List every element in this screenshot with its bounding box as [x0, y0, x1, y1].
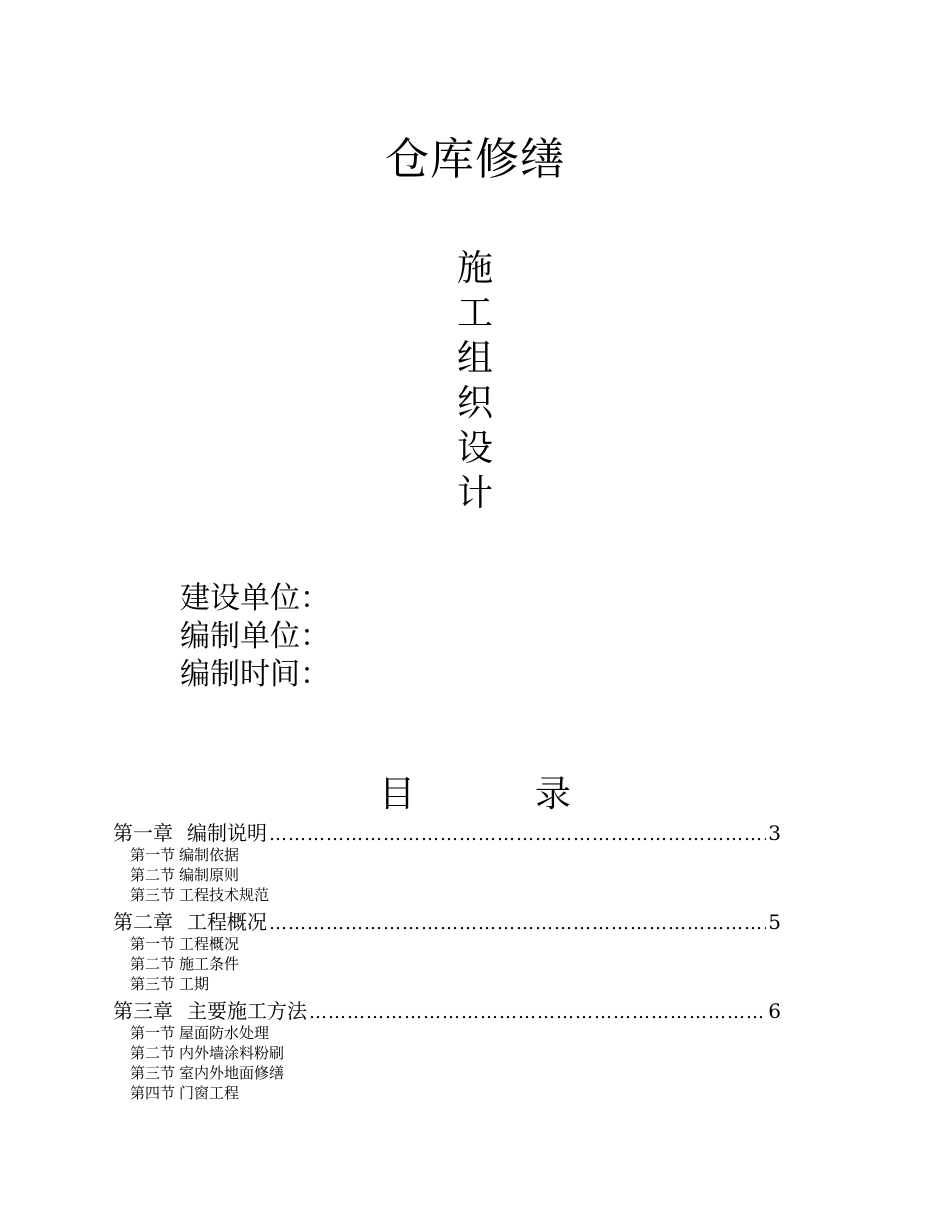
- toc-chapter-entry[interactable]: [113, 999, 781, 1023]
- subtitle-char: 组: [456, 338, 493, 379]
- section-title: 内外墙涂料粉刷: [179, 1044, 285, 1062]
- section-number: 第三节: [130, 1064, 176, 1082]
- document-title: 仓库修缮: [385, 134, 565, 185]
- toc-chapter-entry[interactable]: [113, 910, 781, 934]
- toc-chapter-1: [113, 821, 781, 905]
- chapter-page: 6: [768, 999, 781, 1023]
- toc-chapter-entry[interactable]: [113, 821, 781, 845]
- section-number: 第二节: [130, 866, 176, 884]
- chapter-title: 主要施工方法: [187, 999, 307, 1023]
- section-number: 第二节: [130, 1044, 176, 1062]
- subtitle-char: 设: [456, 428, 493, 469]
- leader-dots: [309, 1001, 766, 1025]
- section-title: 工期: [179, 975, 210, 993]
- section-title: 施工条件: [179, 955, 240, 973]
- toc-heading-left: 目: [378, 774, 415, 815]
- chapter-number: 第三章: [113, 999, 173, 1023]
- section-number: 第一节: [130, 935, 176, 953]
- section-number: 第一节: [130, 846, 176, 864]
- section-number: 第三节: [130, 886, 176, 904]
- section-title: 编制依据: [179, 846, 240, 864]
- toc-chapter-3: [113, 999, 781, 1103]
- chapter-number: 第二章: [113, 910, 173, 934]
- subtitle-char: 计: [456, 473, 493, 514]
- section-number: 第三节: [130, 975, 176, 993]
- section-title: 屋面防水处理: [179, 1024, 270, 1042]
- toc-section-entry[interactable]: [113, 934, 781, 954]
- toc-section-entry[interactable]: [113, 1063, 781, 1083]
- toc-heading: [0, 772, 950, 818]
- subtitle-char: 施: [456, 248, 493, 289]
- section-number: 第一节: [130, 1024, 176, 1042]
- section-title: 门窗工程: [179, 1084, 240, 1102]
- section-title: 编制原则: [179, 866, 240, 884]
- chapter-title: 工程概况: [187, 910, 267, 934]
- section-title: 工程技术规范: [179, 886, 270, 904]
- chapter-number: 第一章: [113, 821, 173, 845]
- toc-section-entry[interactable]: [113, 974, 781, 994]
- section-title: 工程概况: [179, 935, 240, 953]
- toc-section-entry[interactable]: [113, 1023, 781, 1043]
- section-number: 第四节: [130, 1084, 176, 1102]
- leader-dots: [269, 823, 766, 847]
- toc-section-entry[interactable]: [113, 954, 781, 974]
- chapter-page: 3: [768, 821, 781, 845]
- toc-section-entry[interactable]: [113, 1043, 781, 1063]
- subtitle-char: 工: [456, 293, 493, 334]
- toc-chapter-2: [113, 910, 781, 994]
- table-of-contents: [113, 821, 781, 1108]
- toc-section-entry[interactable]: [113, 845, 781, 865]
- toc-heading-right: 录: [535, 774, 572, 815]
- field-compiling-time: 编制时间：: [180, 657, 330, 692]
- vertical-subtitle: [0, 246, 950, 516]
- field-construction-unit: 建设单位：: [180, 581, 330, 616]
- section-number: 第二节: [130, 955, 176, 973]
- section-title: 室内外地面修缮: [179, 1064, 285, 1082]
- toc-section-entry[interactable]: [113, 865, 781, 885]
- chapter-page: 5: [768, 910, 781, 934]
- chapter-title: 编制说明: [187, 821, 267, 845]
- leader-dots: [269, 912, 766, 936]
- toc-section-entry[interactable]: [113, 885, 781, 905]
- subtitle-char: 织: [456, 383, 493, 424]
- field-compiling-unit: 编制单位：: [180, 619, 330, 654]
- cover-info-fields: [180, 580, 330, 694]
- toc-section-entry[interactable]: [113, 1083, 781, 1103]
